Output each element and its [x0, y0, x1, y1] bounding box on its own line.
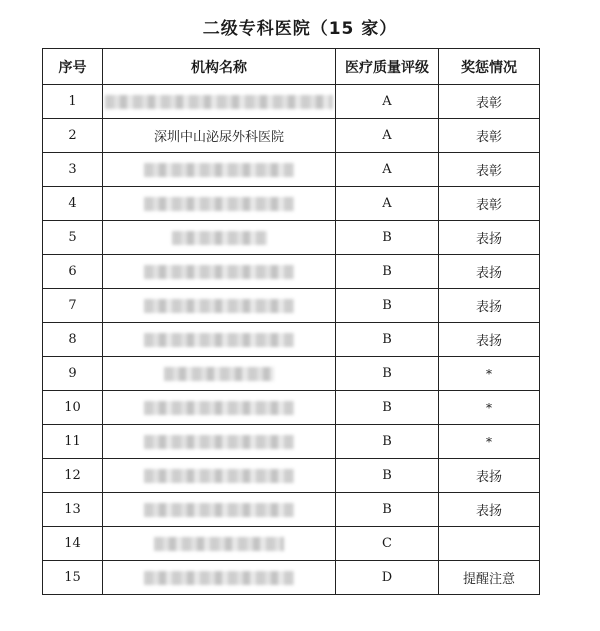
- table-row: [43, 527, 540, 561]
- table-row: [43, 119, 540, 153]
- award-status: 表扬: [439, 221, 540, 255]
- quality-grade: A: [336, 153, 439, 187]
- quality-grade: C: [336, 527, 439, 561]
- row-number: 3: [43, 153, 103, 187]
- quality-grade: B: [336, 459, 439, 493]
- institution-name: [103, 391, 336, 425]
- row-number: 12: [43, 459, 103, 493]
- row-number: 11: [43, 425, 103, 459]
- redacted-name: [144, 163, 294, 177]
- institution-name: [103, 323, 336, 357]
- award-status: 表扬: [439, 255, 540, 289]
- redacted-name: [164, 367, 274, 381]
- row-number: 5: [43, 221, 103, 255]
- institution-name: [103, 493, 336, 527]
- row-number: 10: [43, 391, 103, 425]
- row-number: 14: [43, 527, 103, 561]
- row-number: 8: [43, 323, 103, 357]
- quality-grade: B: [336, 221, 439, 255]
- award-status: 提醒注意: [439, 561, 540, 595]
- award-status: 表扬: [439, 459, 540, 493]
- table-row: [43, 493, 540, 527]
- quality-grade: A: [336, 187, 439, 221]
- quality-grade: B: [336, 425, 439, 459]
- institution-name: [103, 289, 336, 323]
- award-status: 表彰: [439, 153, 540, 187]
- redacted-name: [144, 401, 294, 415]
- quality-grade: B: [336, 289, 439, 323]
- award-status: [439, 527, 540, 561]
- redacted-name: [154, 537, 284, 551]
- table-row: [43, 221, 540, 255]
- redacted-name: [144, 265, 294, 279]
- institution-name: [103, 85, 336, 119]
- institution-name: [103, 561, 336, 595]
- quality-grade: B: [336, 255, 439, 289]
- table-row: [43, 459, 540, 493]
- redacted-name: [144, 333, 294, 347]
- award-status: 表彰: [439, 187, 540, 221]
- quality-grade: B: [336, 323, 439, 357]
- table-row: [43, 391, 540, 425]
- award-status: 表扬: [439, 323, 540, 357]
- quality-grade: A: [336, 119, 439, 153]
- row-number: 13: [43, 493, 103, 527]
- award-status: *: [439, 357, 540, 391]
- institution-name: [103, 459, 336, 493]
- table-row: [43, 255, 540, 289]
- quality-grade: D: [336, 561, 439, 595]
- quality-grade: B: [336, 391, 439, 425]
- redacted-name: [105, 95, 333, 109]
- row-number: 15: [43, 561, 103, 595]
- header-row: [43, 49, 540, 85]
- institution-name: [103, 357, 336, 391]
- table-row: [43, 561, 540, 595]
- institution-name: [103, 221, 336, 255]
- page-title: 二级专科医院（15 家）: [202, 19, 398, 39]
- redacted-name: [144, 503, 294, 517]
- table-row: [43, 357, 540, 391]
- row-number: 2: [43, 119, 103, 153]
- institution-name: [103, 255, 336, 289]
- award-status: 表扬: [439, 289, 540, 323]
- header-award: 奖惩情况: [439, 49, 540, 85]
- redacted-name: [144, 435, 294, 449]
- award-status: *: [439, 425, 540, 459]
- institution-name: [103, 187, 336, 221]
- redacted-name: [144, 299, 294, 313]
- table-row: [43, 153, 540, 187]
- table-row: [43, 425, 540, 459]
- redacted-name: [144, 197, 294, 211]
- row-number: 4: [43, 187, 103, 221]
- quality-grade: B: [336, 493, 439, 527]
- redacted-name: [172, 231, 267, 245]
- institution-name: [103, 527, 336, 561]
- redacted-name: [144, 469, 294, 483]
- table-row: [43, 187, 540, 221]
- quality-grade: B: [336, 357, 439, 391]
- row-number: 7: [43, 289, 103, 323]
- header-name: 机构名称: [103, 49, 336, 85]
- award-status: 表彰: [439, 85, 540, 119]
- institution-name: [103, 153, 336, 187]
- row-number: 6: [43, 255, 103, 289]
- award-status: *: [439, 391, 540, 425]
- award-status: 表彰: [439, 119, 540, 153]
- institution-name: 深圳中山泌尿外科医院: [103, 119, 336, 153]
- hospital-rating-table: [42, 48, 540, 595]
- table-row: [43, 323, 540, 357]
- table-row: [43, 85, 540, 119]
- award-status: 表扬: [439, 493, 540, 527]
- quality-grade: A: [336, 85, 439, 119]
- institution-name: [103, 425, 336, 459]
- row-number: 9: [43, 357, 103, 391]
- header-no: 序号: [43, 49, 103, 85]
- redacted-name: [144, 571, 294, 585]
- header-grade: 医疗质量评级: [336, 49, 439, 85]
- table-row: [43, 289, 540, 323]
- row-number: 1: [43, 85, 103, 119]
